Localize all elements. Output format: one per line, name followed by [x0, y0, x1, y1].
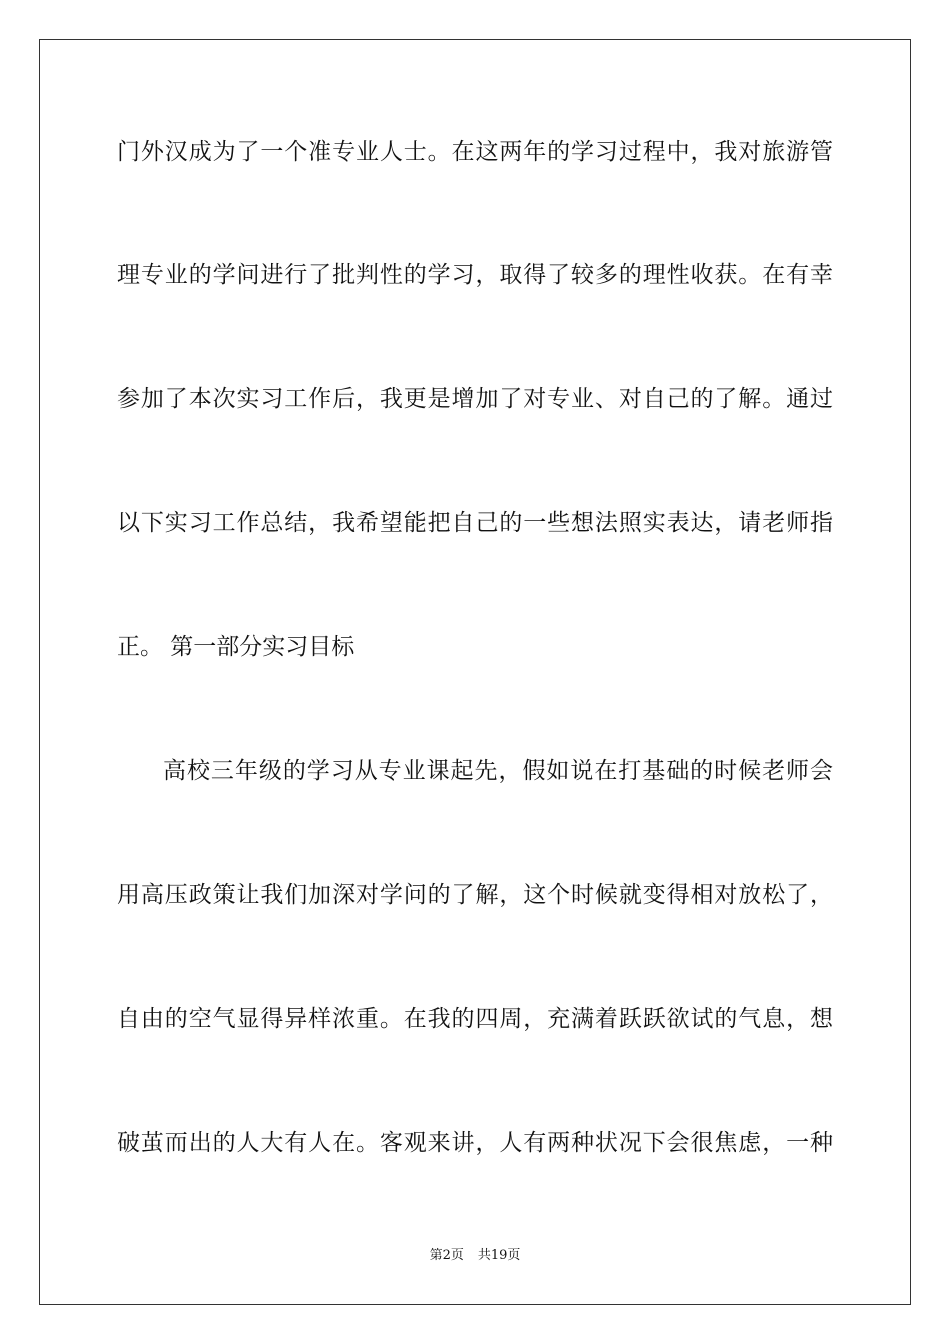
page-footer [0, 1247, 950, 1265]
body-line-3: 参加了本次实习工作后，我更是增加了对专业、对自己的了解。通过 [117, 386, 833, 412]
body-line-1: 门外汉成为了一个准专业人士。在这两年的学习过程中，我对旅游管 [117, 139, 833, 165]
page-number: 第2页 [429, 1248, 464, 1263]
body-line-8: 自由的空气显得异样浓重。在我的四周，充满着跃跃欲试的气息，想 [117, 1006, 833, 1032]
body-line-2: 理专业的学问进行了批判性的学习，取得了较多的理性收获。在有幸 [117, 262, 833, 288]
section-heading-line: 正。 第一部分实习目标 [117, 634, 355, 660]
body-line-4: 以下实习工作总结，我希望能把自己的一些想法照实表达，请老师指 [117, 510, 833, 536]
page-border [39, 39, 911, 1305]
page-total: 共19页 [477, 1248, 521, 1263]
body-line-7: 用高压政策让我们加深对学问的了解，这个时候就变得相对放松了， [117, 882, 833, 908]
body-line-9: 破茧而出的人大有人在。客观来讲，人有两种状况下会很焦虑，一种 [117, 1130, 833, 1156]
paragraph-first-line: 高校三年级的学习从专业课起先，假如说在打基础的时候老师会 [163, 758, 833, 784]
